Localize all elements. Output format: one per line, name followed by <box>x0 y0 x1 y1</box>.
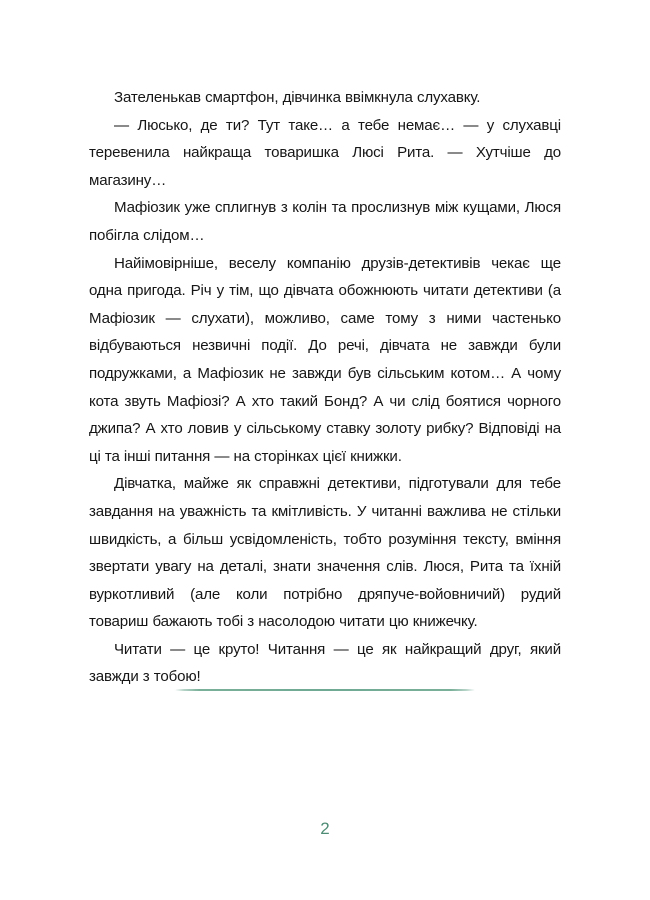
divider-rule-icon <box>175 689 475 691</box>
paragraph: Найімовірніше, веселу компанію друзів-детективів чекає ще одна пригода. Річ у тім, що дівчата обожнюють читати детективи (а Мафіозик — слухати), можливо, саме тому з ними частенько відбуваються незвичні події. До речі, дівчата не завжди були подружками, а Мафіозик не завжди був сільським котом… А чому кота звуть Мафіозі? А хто такий Бонд? А чи слід боятися чорного джипа? А хто ловив у сільському ставку золоту рибку? Відповіді на ці та інші питання — на сторінках цієї книжки. <box>89 254 561 465</box>
paragraph: Мафіозик уже сплигнув з колін та прослизнув між кущами, Люся побігла слідом… <box>89 199 561 244</box>
page-number: 2 <box>320 819 330 838</box>
section-divider <box>0 683 650 697</box>
body-text-block <box>89 84 561 691</box>
paragraph: Дівчатка, майже як справжні детективи, підготували для тебе завдання на уважність та кмітливість. У читанні важлива не стільки швидкість, а більш усвідомленість, тобто розуміння тексту, вміння звертати увагу на деталі, знати значення слів. Люся, Рита та їхній вуркотливий (але коли потрібно дряпуче-войовничий) рудий товариш бажають тобі з насолодою читати цю книжечку. <box>89 475 561 631</box>
paragraph: Читати — це круто! Читання — це як найкращий друг, який завжди з тобою! <box>89 640 561 686</box>
paragraph: — Люсько, де ти? Тут таке… а тебе немає… — у слухавці теревенила найкраща товаришка Люсі Рита. — Хутчіше до магазину… <box>89 116 561 189</box>
paragraph: Зателенькав смартфон, дівчинка ввімкнула слухавку. <box>114 89 481 106</box>
